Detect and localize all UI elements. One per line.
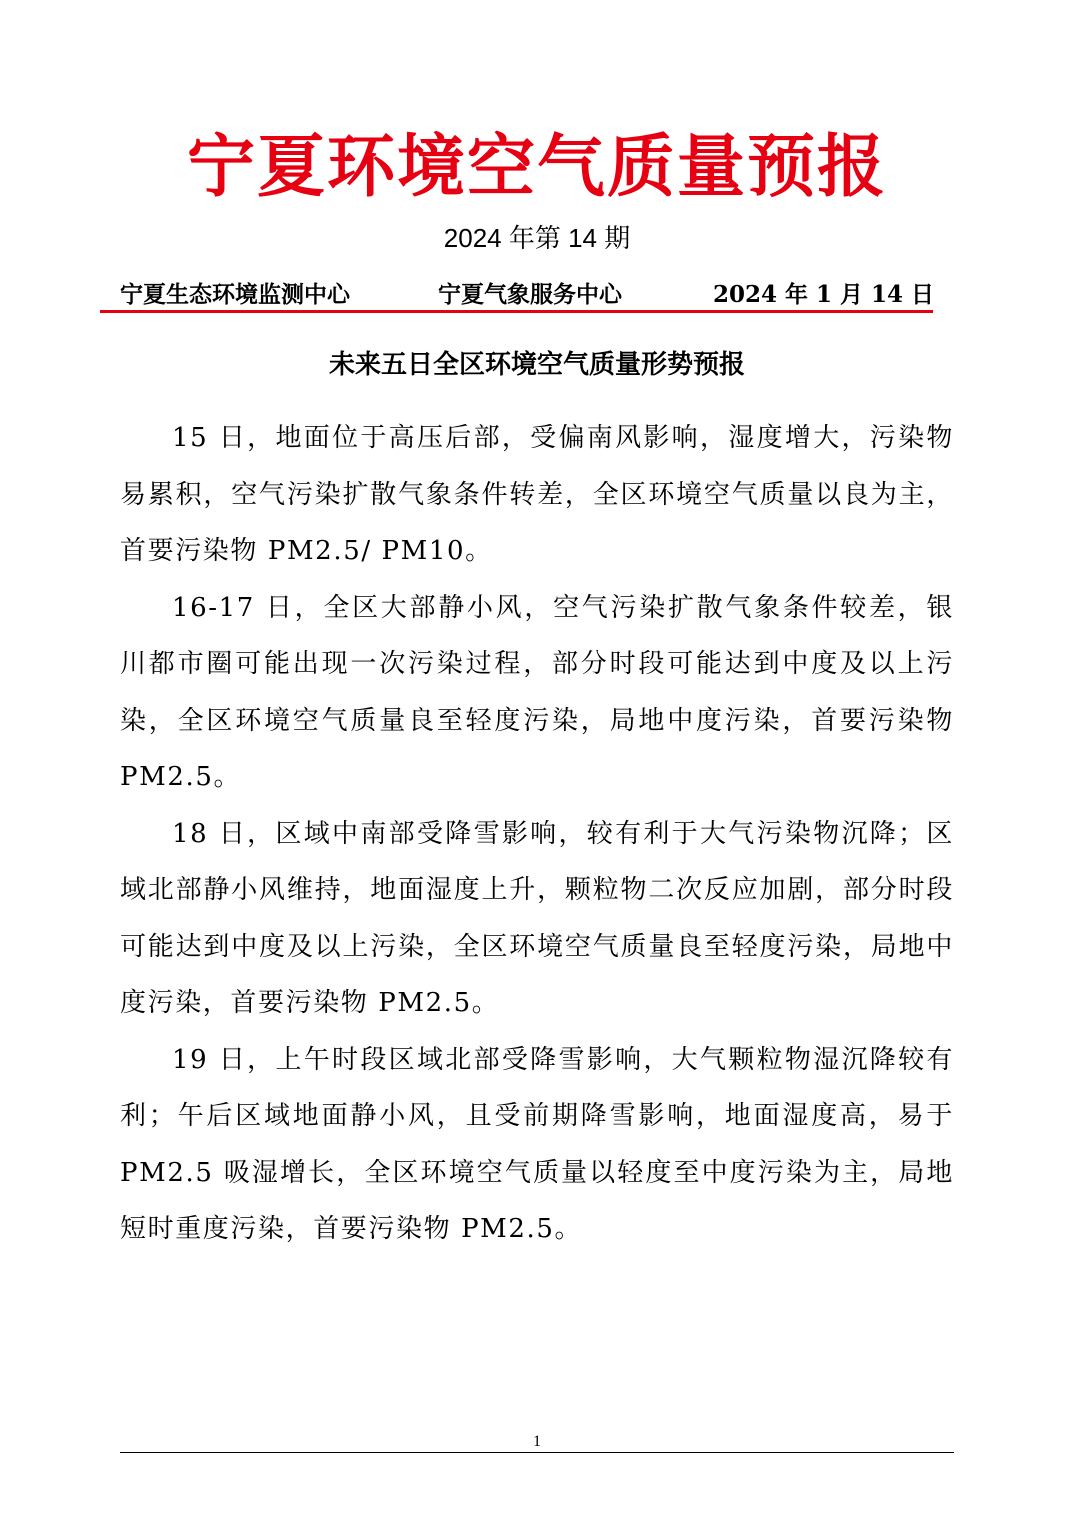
issue-date: 2024 年 1 月 14 日 (712, 281, 934, 308)
issue-number: 2024 年第 14 期 (443, 223, 631, 253)
masthead-title: 宁夏环境空气质量预报 (186, 128, 887, 207)
page-number: 1 (533, 1433, 541, 1450)
footer-rule (120, 1452, 954, 1453)
masthead-info-row (120, 278, 938, 312)
forecast-paragraph: 15 日，地面位于高压后部，受偏南风影响，湿度增大，污染物易累积，空气污染扩散气象条件转差，全区环境空气质量以良为主，首要污染物 PM2.5/ PM10。 (120, 423, 954, 566)
section-title: 未来五日全区环境空气质量形势预报 (328, 350, 745, 380)
masthead-red-rule (100, 310, 933, 313)
issuer-monitoring-center: 宁夏生态环境监测中心 (120, 281, 350, 308)
forecast-paragraph: 19 日，上午时段区域北部受降雪影响，大气颗粒物湿沉降较有利；午后区域地面静小风，且受前期降雪影响，地面湿度高，易于 PM2.5 吸湿增长，全区环境空气质量以轻度至中度污染为主，局地短时重度污染，首要污染物 PM2.5。 (120, 1044, 954, 1244)
forecast-paragraph: 16-17 日，全区大部静小风，空气污染扩散气象条件较差，银川都市圈可能出现一次污染过程，部分时段可能达到中度及以上污染，全区环境空气质量良至轻度污染，局地中度污染，首要污染物 PM2.5。 (120, 592, 954, 792)
issuer-weather-service: 宁夏气象服务中心 (438, 281, 622, 308)
forecast-paragraph: 18 日，区域中南部受降雪影响，较有利于大气污染物沉降；区域北部静小风维持，地面湿度上升，颗粒物二次反应加剧，部分时段可能达到中度及以上污染，全区环境空气质量良至轻度污染，局地中度污染，首要污染物 PM2.5。 (120, 818, 954, 1018)
forecast-body (120, 410, 954, 1258)
